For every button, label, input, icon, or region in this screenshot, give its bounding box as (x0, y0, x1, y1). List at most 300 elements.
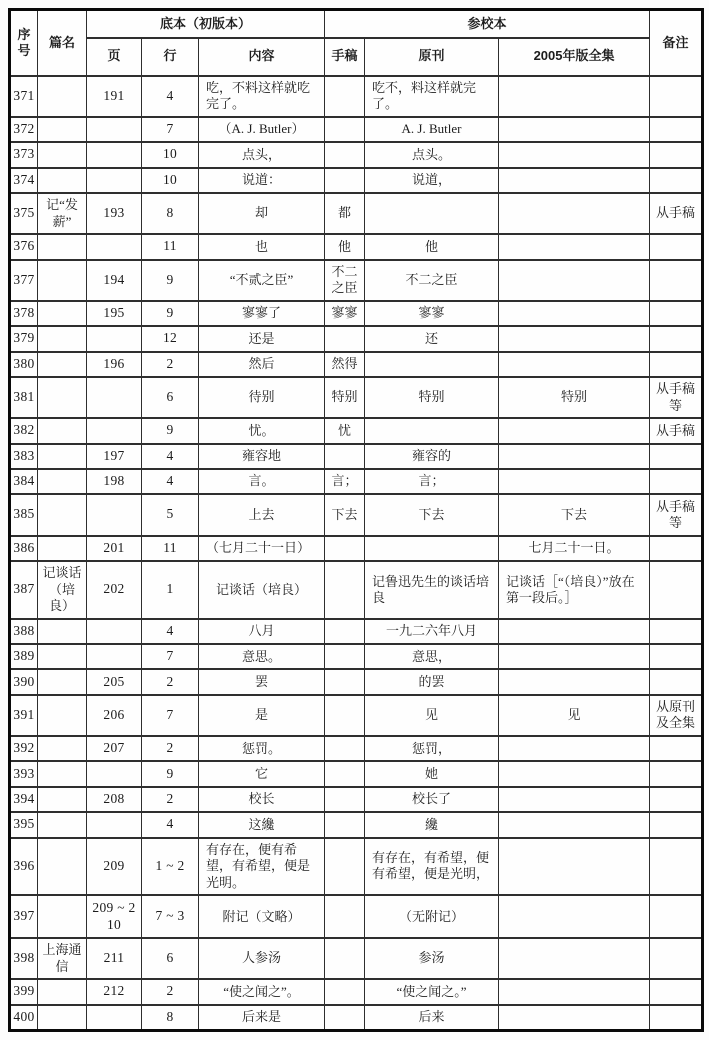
cell-note (650, 619, 703, 644)
cell-page: 193 (87, 193, 142, 234)
table-row (10, 326, 703, 351)
cell-line: 10 (142, 168, 199, 193)
cell-content: 上去 (199, 494, 325, 535)
cell-title (38, 377, 87, 418)
cell-page: 195 (87, 301, 142, 326)
cell-manuscript (325, 761, 365, 786)
cell-content: 然后 (199, 352, 325, 377)
cell-2005-edition (499, 326, 650, 351)
cell-note (650, 326, 703, 351)
cell-content: 还是 (199, 326, 325, 351)
cell-original-publication: 的罢 (365, 669, 499, 694)
header-note: 备注 (650, 10, 703, 76)
cell-page (87, 619, 142, 644)
cell-manuscript: 他 (325, 234, 365, 259)
table-row (10, 1005, 703, 1031)
cell-original-publication: 点头。 (365, 142, 499, 167)
cell-serial: 371 (10, 76, 38, 117)
cell-original-publication: 说道， (365, 168, 499, 193)
cell-page (87, 644, 142, 669)
cell-note (650, 117, 703, 142)
cell-page (87, 494, 142, 535)
cell-original-publication: 他 (365, 234, 499, 259)
cell-2005-edition (499, 736, 650, 761)
table-row (10, 838, 703, 896)
cell-title (38, 695, 87, 736)
cell-manuscript (325, 142, 365, 167)
cell-line: 7 (142, 695, 199, 736)
table-row (10, 352, 703, 377)
cell-note (650, 895, 703, 938)
cell-2005-edition (499, 76, 650, 117)
cell-original-publication: 校长了 (365, 787, 499, 812)
cell-original-publication: 见 (365, 695, 499, 736)
cell-title (38, 234, 87, 259)
cell-note (650, 669, 703, 694)
cell-line: 4 (142, 812, 199, 837)
cell-manuscript (325, 644, 365, 669)
cell-line: 4 (142, 76, 199, 117)
cell-content: 待别 (199, 377, 325, 418)
cell-line: 9 (142, 260, 199, 301)
cell-serial: 376 (10, 234, 38, 259)
cell-note (650, 260, 703, 301)
cell-content: 是 (199, 695, 325, 736)
cell-note (650, 352, 703, 377)
cell-serial: 397 (10, 895, 38, 938)
cell-line: 2 (142, 352, 199, 377)
cell-line: 11 (142, 234, 199, 259)
table-row (10, 695, 703, 736)
cell-line: 2 (142, 787, 199, 812)
cell-content: “不贰之臣” (199, 260, 325, 301)
cell-content: 校长 (199, 787, 325, 812)
cell-manuscript: 不二之臣 (325, 260, 365, 301)
cell-line: 4 (142, 444, 199, 469)
cell-title: 上海通信 (38, 938, 87, 979)
cell-2005-edition (499, 812, 650, 837)
cell-serial: 382 (10, 418, 38, 443)
cell-content: 记谈话（培良） (199, 561, 325, 619)
cell-content: 人参汤 (199, 938, 325, 979)
cell-page: 198 (87, 469, 142, 494)
table-row (10, 234, 703, 259)
cell-manuscript (325, 838, 365, 896)
cell-note (650, 536, 703, 561)
cell-original-publication (365, 536, 499, 561)
cell-original-publication: “使之闻之。” (365, 979, 499, 1004)
cell-manuscript (325, 536, 365, 561)
cell-2005-edition (499, 619, 650, 644)
cell-original-publication: 寥寥 (365, 301, 499, 326)
cell-serial: 394 (10, 787, 38, 812)
cell-page (87, 377, 142, 418)
cell-note: 从原刊及全集 (650, 695, 703, 736)
cell-note (650, 301, 703, 326)
cell-content: 言。 (199, 469, 325, 494)
cell-2005-edition (499, 979, 650, 1004)
cell-note: 从手稿 (650, 418, 703, 443)
cell-content: 说道： (199, 168, 325, 193)
cell-content: 也 (199, 234, 325, 259)
cell-original-publication: 下去 (365, 494, 499, 535)
cell-original-publication: 有存在，有希望，便有希望，便是光明， (365, 838, 499, 896)
cell-serial: 393 (10, 761, 38, 786)
cell-manuscript (325, 787, 365, 812)
cell-line: 6 (142, 938, 199, 979)
table-row (10, 444, 703, 469)
table-row (10, 494, 703, 535)
cell-manuscript (325, 669, 365, 694)
cell-content: 惩罚。 (199, 736, 325, 761)
cell-line: 2 (142, 669, 199, 694)
header-reference-edition-group: 参校本 (325, 10, 650, 38)
header-content: 内容 (199, 38, 325, 76)
cell-note (650, 736, 703, 761)
cell-serial: 379 (10, 326, 38, 351)
header-page: 页 (87, 38, 142, 76)
cell-original-publication: 后来 (365, 1005, 499, 1031)
cell-note (650, 444, 703, 469)
cell-serial: 395 (10, 812, 38, 837)
cell-title (38, 168, 87, 193)
cell-original-publication: 言； (365, 469, 499, 494)
cell-content: 附记（文略） (199, 895, 325, 938)
cell-line: 10 (142, 142, 199, 167)
cell-content: 吃，不料这样就吃完了。 (199, 76, 325, 117)
cell-note (650, 938, 703, 979)
cell-2005-edition (499, 938, 650, 979)
cell-2005-edition (499, 301, 650, 326)
cell-page (87, 1005, 142, 1031)
cell-original-publication: 特别 (365, 377, 499, 418)
table-row (10, 979, 703, 1004)
cell-page: 209 ~ 210 (87, 895, 142, 938)
cell-manuscript (325, 736, 365, 761)
cell-line: 1 ~ 2 (142, 838, 199, 896)
cell-page (87, 142, 142, 167)
cell-original-publication: 纔 (365, 812, 499, 837)
table-row (10, 669, 703, 694)
cell-note (650, 142, 703, 167)
cell-note (650, 561, 703, 619)
cell-note (650, 469, 703, 494)
cell-line: 2 (142, 979, 199, 1004)
cell-content: 雍容地 (199, 444, 325, 469)
cell-2005-edition (499, 234, 650, 259)
cell-title: 记谈话（培良） (38, 561, 87, 619)
cell-line: 7 (142, 644, 199, 669)
cell-2005-edition (499, 787, 650, 812)
cell-page (87, 812, 142, 837)
cell-original-publication: 雍容的 (365, 444, 499, 469)
cell-title (38, 619, 87, 644)
cell-note (650, 787, 703, 812)
cell-2005-edition (499, 168, 650, 193)
cell-line: 8 (142, 193, 199, 234)
cell-serial: 374 (10, 168, 38, 193)
header-title: 篇名 (38, 10, 87, 76)
cell-serial: 389 (10, 644, 38, 669)
cell-original-publication: （无附记） (365, 895, 499, 938)
table-row (10, 736, 703, 761)
cell-title (38, 895, 87, 938)
cell-line: 12 (142, 326, 199, 351)
cell-original-publication: 参汤 (365, 938, 499, 979)
cell-line: 7 (142, 117, 199, 142)
cell-original-publication: 意思， (365, 644, 499, 669)
cell-content: 它 (199, 761, 325, 786)
cell-2005-edition (499, 838, 650, 896)
cell-serial: 380 (10, 352, 38, 377)
cell-title: 记“发薪” (38, 193, 87, 234)
cell-original-publication: 她 (365, 761, 499, 786)
cell-manuscript (325, 168, 365, 193)
cell-manuscript (325, 895, 365, 938)
cell-original-publication (365, 352, 499, 377)
cell-page: 205 (87, 669, 142, 694)
header-serial: 序号 (10, 10, 38, 76)
cell-content: 有存在，便有希望，有希望，便是光明。 (199, 838, 325, 896)
cell-page (87, 234, 142, 259)
table-row (10, 193, 703, 234)
cell-content: （A. J. Butler） (199, 117, 325, 142)
cell-content: 忧。 (199, 418, 325, 443)
cell-serial: 381 (10, 377, 38, 418)
cell-title (38, 761, 87, 786)
cell-manuscript (325, 938, 365, 979)
table-row (10, 301, 703, 326)
cell-content: 罢 (199, 669, 325, 694)
cell-title (38, 260, 87, 301)
table-row (10, 644, 703, 669)
cell-2005-edition (499, 260, 650, 301)
table-row (10, 418, 703, 443)
cell-content: （七月二十一日） (199, 536, 325, 561)
cell-note (650, 761, 703, 786)
table-row (10, 938, 703, 979)
cell-line: 4 (142, 619, 199, 644)
cell-serial: 373 (10, 142, 38, 167)
cell-note (650, 1005, 703, 1031)
table-row (10, 561, 703, 619)
cell-manuscript (325, 695, 365, 736)
cell-page (87, 418, 142, 443)
cell-manuscript (325, 812, 365, 837)
cell-manuscript: 寥寥 (325, 301, 365, 326)
table-row (10, 761, 703, 786)
cell-2005-edition (499, 469, 650, 494)
cell-original-publication (365, 418, 499, 443)
cell-title (38, 736, 87, 761)
cell-serial: 385 (10, 494, 38, 535)
cell-manuscript: 言； (325, 469, 365, 494)
cell-line: 2 (142, 736, 199, 761)
cell-manuscript: 下去 (325, 494, 365, 535)
cell-2005-edition (499, 644, 650, 669)
cell-2005-edition: 见 (499, 695, 650, 736)
table-header (10, 10, 703, 76)
cell-content: 点头， (199, 142, 325, 167)
cell-page: 212 (87, 979, 142, 1004)
cell-page (87, 117, 142, 142)
cell-page: 206 (87, 695, 142, 736)
cell-original-publication (365, 193, 499, 234)
table-row (10, 260, 703, 301)
cell-serial: 396 (10, 838, 38, 896)
cell-content: 后来是 (199, 1005, 325, 1031)
cell-manuscript: 特别 (325, 377, 365, 418)
cell-title (38, 326, 87, 351)
collation-table (8, 8, 704, 1032)
cell-manuscript (325, 326, 365, 351)
cell-manuscript (325, 117, 365, 142)
cell-note: 从手稿等 (650, 494, 703, 535)
cell-title (38, 669, 87, 694)
cell-line: 5 (142, 494, 199, 535)
cell-serial: 378 (10, 301, 38, 326)
table-row (10, 168, 703, 193)
cell-title (38, 117, 87, 142)
cell-line: 9 (142, 418, 199, 443)
cell-note (650, 979, 703, 1004)
cell-original-publication: 不二之臣 (365, 260, 499, 301)
table-row (10, 469, 703, 494)
cell-2005-edition (499, 761, 650, 786)
cell-manuscript (325, 979, 365, 1004)
table-row (10, 536, 703, 561)
cell-title (38, 494, 87, 535)
cell-serial: 372 (10, 117, 38, 142)
cell-serial: 390 (10, 669, 38, 694)
cell-page (87, 761, 142, 786)
cell-original-publication: 吃不，料这样就完了。 (365, 76, 499, 117)
cell-serial: 386 (10, 536, 38, 561)
cell-manuscript: 忧 (325, 418, 365, 443)
cell-2005-edition (499, 444, 650, 469)
cell-page (87, 168, 142, 193)
cell-title (38, 352, 87, 377)
table-row (10, 812, 703, 837)
cell-2005-edition (499, 1005, 650, 1031)
table-row (10, 377, 703, 418)
cell-title (38, 1005, 87, 1031)
cell-serial: 400 (10, 1005, 38, 1031)
cell-page: 208 (87, 787, 142, 812)
cell-title (38, 536, 87, 561)
cell-title (38, 979, 87, 1004)
cell-manuscript (325, 76, 365, 117)
cell-serial: 387 (10, 561, 38, 619)
cell-note (650, 234, 703, 259)
cell-page (87, 326, 142, 351)
cell-content: 八月 (199, 619, 325, 644)
table-row (10, 142, 703, 167)
cell-serial: 392 (10, 736, 38, 761)
table-row (10, 117, 703, 142)
cell-serial: 384 (10, 469, 38, 494)
cell-title (38, 418, 87, 443)
cell-page: 201 (87, 536, 142, 561)
table-row (10, 895, 703, 938)
header-line: 行 (142, 38, 199, 76)
cell-2005-edition (499, 895, 650, 938)
cell-note: 从手稿 (650, 193, 703, 234)
cell-original-publication: 记鲁迅先生的谈话培良 (365, 561, 499, 619)
cell-note (650, 812, 703, 837)
cell-serial: 391 (10, 695, 38, 736)
cell-content: 却 (199, 193, 325, 234)
table-row (10, 619, 703, 644)
cell-2005-edition (499, 352, 650, 377)
cell-2005-edition (499, 117, 650, 142)
cell-note: 从手稿等 (650, 377, 703, 418)
cell-manuscript (325, 561, 365, 619)
cell-2005-edition: 七月二十一日。 (499, 536, 650, 561)
cell-note (650, 168, 703, 193)
cell-title (38, 787, 87, 812)
cell-page: 202 (87, 561, 142, 619)
cell-serial: 388 (10, 619, 38, 644)
cell-original-publication: 还 (365, 326, 499, 351)
cell-page: 191 (87, 76, 142, 117)
cell-title (38, 838, 87, 896)
cell-title (38, 444, 87, 469)
cell-title (38, 644, 87, 669)
cell-line: 9 (142, 301, 199, 326)
table-row (10, 787, 703, 812)
header-manuscript: 手稿 (325, 38, 365, 76)
cell-content: 寥寥了 (199, 301, 325, 326)
cell-page: 194 (87, 260, 142, 301)
cell-original-publication: 惩罚， (365, 736, 499, 761)
cell-line: 4 (142, 469, 199, 494)
cell-2005-edition (499, 142, 650, 167)
cell-2005-edition (499, 418, 650, 443)
cell-line: 9 (142, 761, 199, 786)
cell-title (38, 142, 87, 167)
cell-original-publication: A. J. Butler (365, 117, 499, 142)
cell-manuscript: 都 (325, 193, 365, 234)
cell-title (38, 76, 87, 117)
cell-content: 意思。 (199, 644, 325, 669)
table-body (10, 76, 703, 1031)
cell-title (38, 301, 87, 326)
cell-title (38, 812, 87, 837)
cell-line: 11 (142, 536, 199, 561)
cell-note (650, 644, 703, 669)
cell-page: 207 (87, 736, 142, 761)
header-2005-edition: 2005年版全集 (499, 38, 650, 76)
cell-line: 1 (142, 561, 199, 619)
cell-note (650, 76, 703, 117)
cell-serial: 375 (10, 193, 38, 234)
cell-2005-edition (499, 669, 650, 694)
table-row (10, 76, 703, 117)
cell-line: 7 ~ 3 (142, 895, 199, 938)
cell-manuscript (325, 444, 365, 469)
cell-page: 196 (87, 352, 142, 377)
cell-2005-edition: 特别 (499, 377, 650, 418)
cell-manuscript (325, 619, 365, 644)
cell-manuscript (325, 1005, 365, 1031)
cell-serial: 383 (10, 444, 38, 469)
cell-2005-edition: 下去 (499, 494, 650, 535)
cell-title (38, 469, 87, 494)
cell-page: 197 (87, 444, 142, 469)
cell-line: 6 (142, 377, 199, 418)
cell-note (650, 838, 703, 896)
